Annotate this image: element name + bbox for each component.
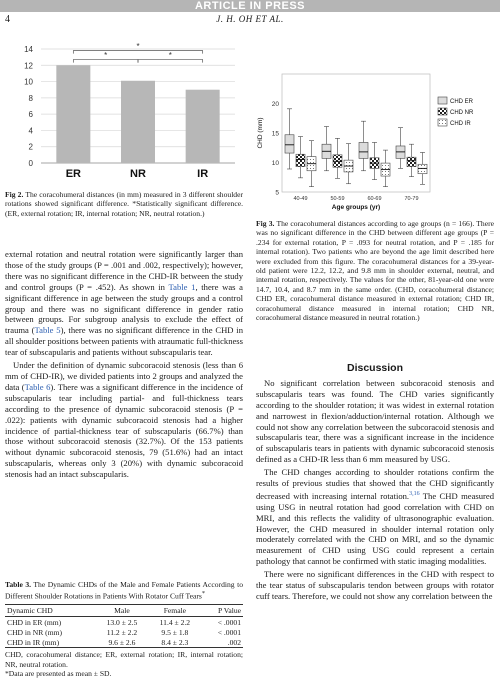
bar [186,90,220,163]
bar [121,81,155,163]
table3-grid [5,604,243,648]
legend-swatch [438,97,447,104]
legend-label: CHD NR [450,110,474,116]
box [285,135,294,153]
y-tick-label: 20 [271,101,279,108]
y-tick-label: 5 [275,189,279,197]
page-number: 4 [5,14,10,25]
plot-frame [282,74,430,192]
table5-link[interactable]: Table 5 [34,325,61,336]
discussion-paragraph-2: The CHD changes according to shoulder rotations confirm the results of previous studies that showed that the CHD significantly decreased with increasing internal rotation.$^{3,16}$ The CHD measured using USG in neutral rotation had good correlation with CHD on MRI, and this reflects the validity of ultrasonographic evaluation. However, the CHD measured in shoulder internal rotation only moderately correlated with the CHD on MRI, and so the dynamic measurement of CHD using USG could represent a certain pathology that cannot be confirmed with static imaging modalities. [256,467,494,567]
running-head: J. H. OH ET AL. [216,14,284,24]
table-row: CHD in ER (mm) 13.0 ± 2.5 11.4 ± 2.2 < .0001 [7,617,241,627]
y-axis-label: CHD (mm) [257,117,264,149]
x-tick-label: 60-69 [367,196,382,202]
x-tick-label: NR [130,168,146,180]
table-header-row [5,605,243,617]
box [296,154,305,166]
table1-link[interactable]: Table 1 [168,281,196,292]
results-paragraph-2: Under the definition of dynamic subcoracoid stenosis (less than 6 mm of CHD-IR), we divided patients into 2 groups and analyzed the data (Table 6). There was a significant difference in the incidence of subscapularis tear including partial- and full-thickness tears according to the presence of dynamic subcoracoid stenosis (P = .022): patients with dynamic subcoracoid stenosis had a higher incidence of partial-thickness tear of subscapularis (66.7%) than those without subcoracoid stenosis (32.7%). Of the 153 patients without dynamic subcoracoid stenosis, 79 (51.6%) had an intact subscapularis, whereas only 3 (20%) with dynamic subcoracoid stenosis had an intact subscapularis. [5,360,243,480]
table-header-cell: Dynamic CHD [5,605,95,617]
x-tick-label: 70-79 [404,196,419,202]
fig3-box-plot [252,68,497,216]
discussion-heading: Discussion [346,362,404,374]
y-tick-label: 8 [28,93,33,103]
fig3-caption-label: Fig 3. [256,219,275,228]
fig3-caption-text: The coracohumeral distances according to age groups (n = 166). There was no significant difference in the CHD between different age groups (P = .234 for external rotation, P = .093 for neutral rotation, and P = .185 for internal rotation). Two patients who are beyond the age limit described here were excluded from this figure. The coracohumeral distances for a 39-year-old patient were 12.2, 12.2, and 9.8 mm in shoulder external, neutral, and internal rotation, respectively. The values for the other, 81-year-old one were 14.7, 10.4, and 8.7 mm in the same order. (CHD, coracohumeral distance; CHD ER, coracohumeral distance measured in external rotation; CHD IR, coracohumeral distance measured in internal rotation; CHD NR, coracohumeral distance measured in neutral rotation.) [256,219,494,323]
x-axis-label: Age groups (yr) [331,204,381,211]
significance-mark: * [136,42,140,52]
y-tick-label: 10 [271,160,279,167]
table-header-cell: Female [149,605,202,617]
fig2-caption [5,190,243,218]
x-tick-label: ER [65,168,81,180]
citation-link[interactable]: 3,16 [409,490,420,497]
y-tick-label: 4 [28,126,33,136]
discussion-section [256,359,494,604]
table3-footnote: CHD, coracohumeral distance; ER, external rotation; IR, internal rotation; NR, neutral rotation. [5,650,243,669]
significance-mark: * [168,51,172,61]
bar [56,65,90,163]
y-tick-label: 2 [28,142,33,152]
x-tick-label: 50-59 [330,196,345,202]
left-column-text [5,249,243,482]
y-tick-label: 14 [24,45,33,54]
discussion-paragraph-1: No significant correlation between subcoracoid stenosis and subscapularis tears was found. The CHD varies significantly according to the shoulder rotation; it was widest in external rotation and narrowest in flexion/adduction/internal rotation. Although we could not show any correlation between the subcoracoid stenosis and subscapularis tear, there was a significant increase in the incidence of subscapularis tears in patients with dynamic subcoracoid stenosis defined as a CHD-IR less than 6 mm measured by USG. [256,377,494,465]
results-paragraph-1: external rotation and neutral rotation were significantly larger than those of the study groups (P = .001 and .002, respectively); however, there was no significant difference in the CHD-IR between the study and control groups (P = .452). As shown in Table 1, there was a significant difference in age between the study groups and a control group and there was no significant difference in gender ratio between groups. For subgroup analysis to exclude the effect of trauma (Table 5), there was no significant difference in the CHD in all shoulder positions between patients with atraumatic full-thickness tear of subscapularis and patients without subscapularis tear. [5,249,243,358]
fig3-caption [256,219,494,322]
y-tick-label: 0 [28,159,33,168]
box [407,157,416,166]
table-row: CHD in IR (mm) 9.6 ± 2.6 8.4 ± 2.3 .002 [7,637,241,647]
article-in-press-banner: ARTICLE IN PRESS [0,0,500,12]
y-tick-label: 12 [24,61,33,71]
fig2-bar-chart [5,35,245,185]
y-tick-label: 10 [24,77,33,87]
fig2-caption-text: The coracohumeral distances (in mm) measured in 3 different shoulder rotations showed significant difference. *Statistically significant difference. (ER, external rotation; IR, internal rotation; NR, neutral rotation.) [5,190,243,218]
x-tick-label: IR [197,168,209,180]
box [359,142,368,158]
y-tick-label: 6 [28,110,33,120]
fig2-caption-label: Fig 2. [5,190,24,199]
significance-mark: * [104,51,108,61]
table3-title: Table 3. The Dynamic CHDs of the Male and Female Patients According to Different Shoulder Rotations in Patients With Rotator Cuff Tears* [5,580,244,601]
legend-label: CHD IR [450,121,471,127]
x-tick-label: 40-49 [293,196,308,202]
discussion-paragraph-3: There were no significant differences in the CHD with respect to the tear status of subscapularis tendon between groups with rotator cuff tears. Therefore, we could not show any correlation between the [256,569,494,601]
legend-swatch [438,119,447,126]
table-header-cell: Male [95,605,148,617]
legend-label: CHD ER [450,99,474,105]
table6-link[interactable]: Table 6 [24,381,51,392]
box [418,164,427,173]
legend-swatch [438,108,447,115]
y-tick-label: 15 [271,130,279,138]
table3-footnote: *Data are presented as mean ± SD. [5,669,112,679]
table-row: CHD in NR (mm) 11.2 ± 2.2 9.5 ± 1.8 < .0001 [7,627,241,637]
table-header-cell: P Value [201,605,243,617]
table3 [5,580,243,679]
